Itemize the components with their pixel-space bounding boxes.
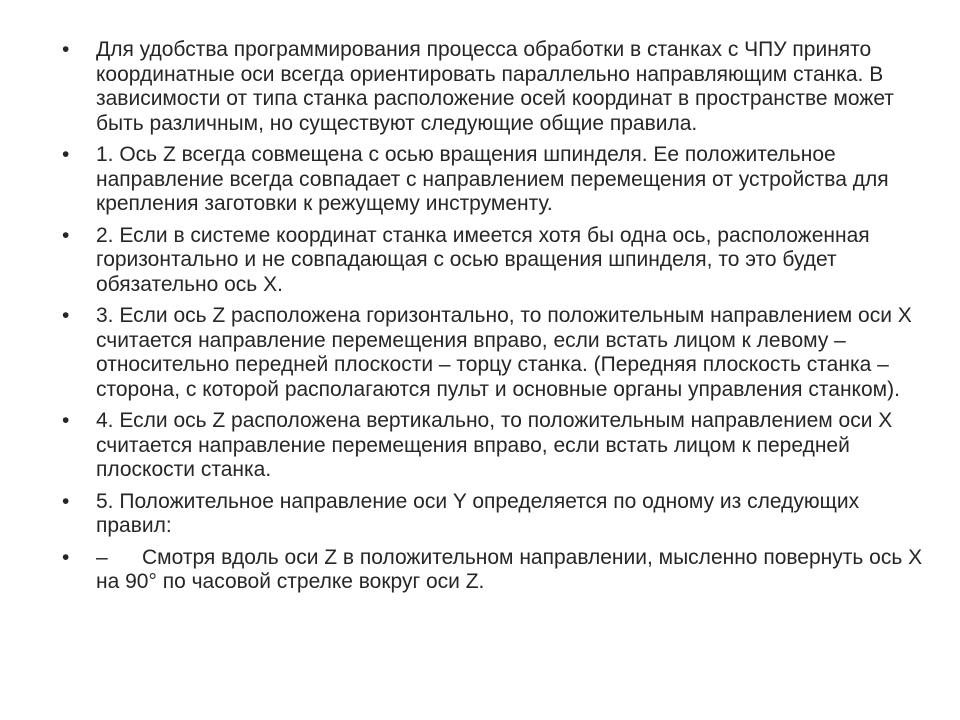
- bullet-item-rule-4: [62, 409, 930, 483]
- bullet-text: 4. Если ось Z расположена вертикально, то положительным направлением оси X считается направление перемещения вправо, если встать лицом к передней плоскости станка.: [96, 409, 893, 481]
- bullet-text: Смотря вдоль оси Z в положительном направлении, мысленно повернуть ось X на 90° по часовой стрелке вокруг оси Z.: [96, 545, 923, 593]
- dash-marker: –: [96, 545, 108, 569]
- bullet-icon: •: [62, 545, 70, 569]
- bullet-item-rule-1: [62, 143, 930, 217]
- bullet-list: [62, 38, 930, 595]
- bullet-icon: •: [62, 304, 70, 327]
- bullet-item-rule-5-sub: [62, 546, 930, 595]
- bullet-item-intro: [62, 38, 930, 136]
- bullet-item-rule-3: [62, 304, 930, 402]
- bullet-icon: •: [62, 38, 70, 61]
- bullet-text: 1. Ось Z всегда совмещена с осью вращения шпинделя. Ее положительное направление всегда совпадает с направлением перемещения от устройства для крепления заготовки к режущему инструменту.: [96, 143, 889, 215]
- bullet-text: 2. Если в системе координат станка имеется хотя бы одна ось, расположенная горизонтально и не совпадающая с осью вращения шпинделя, то это будет обязательно ось X.: [96, 223, 870, 296]
- bullet-icon: •: [62, 143, 70, 166]
- bullet-text: 3. Если ось Z расположена горизонтально, то положительным направлением оси X считается направление перемещения вправо, если встать лицом к левому – относительно передней плоскости – торцу станка. (Передняя плоскость станка – сторона, с которой располагаются пульт и основные органы управления станком).: [96, 304, 912, 401]
- bullet-icon: •: [62, 489, 70, 513]
- bullet-item-rule-2: [62, 224, 930, 298]
- bullet-item-rule-5: [62, 490, 930, 539]
- bullet-icon: •: [62, 223, 70, 247]
- bullet-icon: •: [62, 409, 70, 432]
- slide-body: [62, 38, 930, 602]
- bullet-text: Для удобства программирования процесса обработки в станках с ЧПУ принято координатные оси всегда ориентировать параллельно направляющим станка. В зависимости от типа станка расположение осей координат в пространстве может быть различным, но существуют следующие общие правила.: [96, 38, 894, 135]
- bullet-text: 5. Положительное направление оси Y определяется по одному из следующих правил:: [96, 489, 860, 537]
